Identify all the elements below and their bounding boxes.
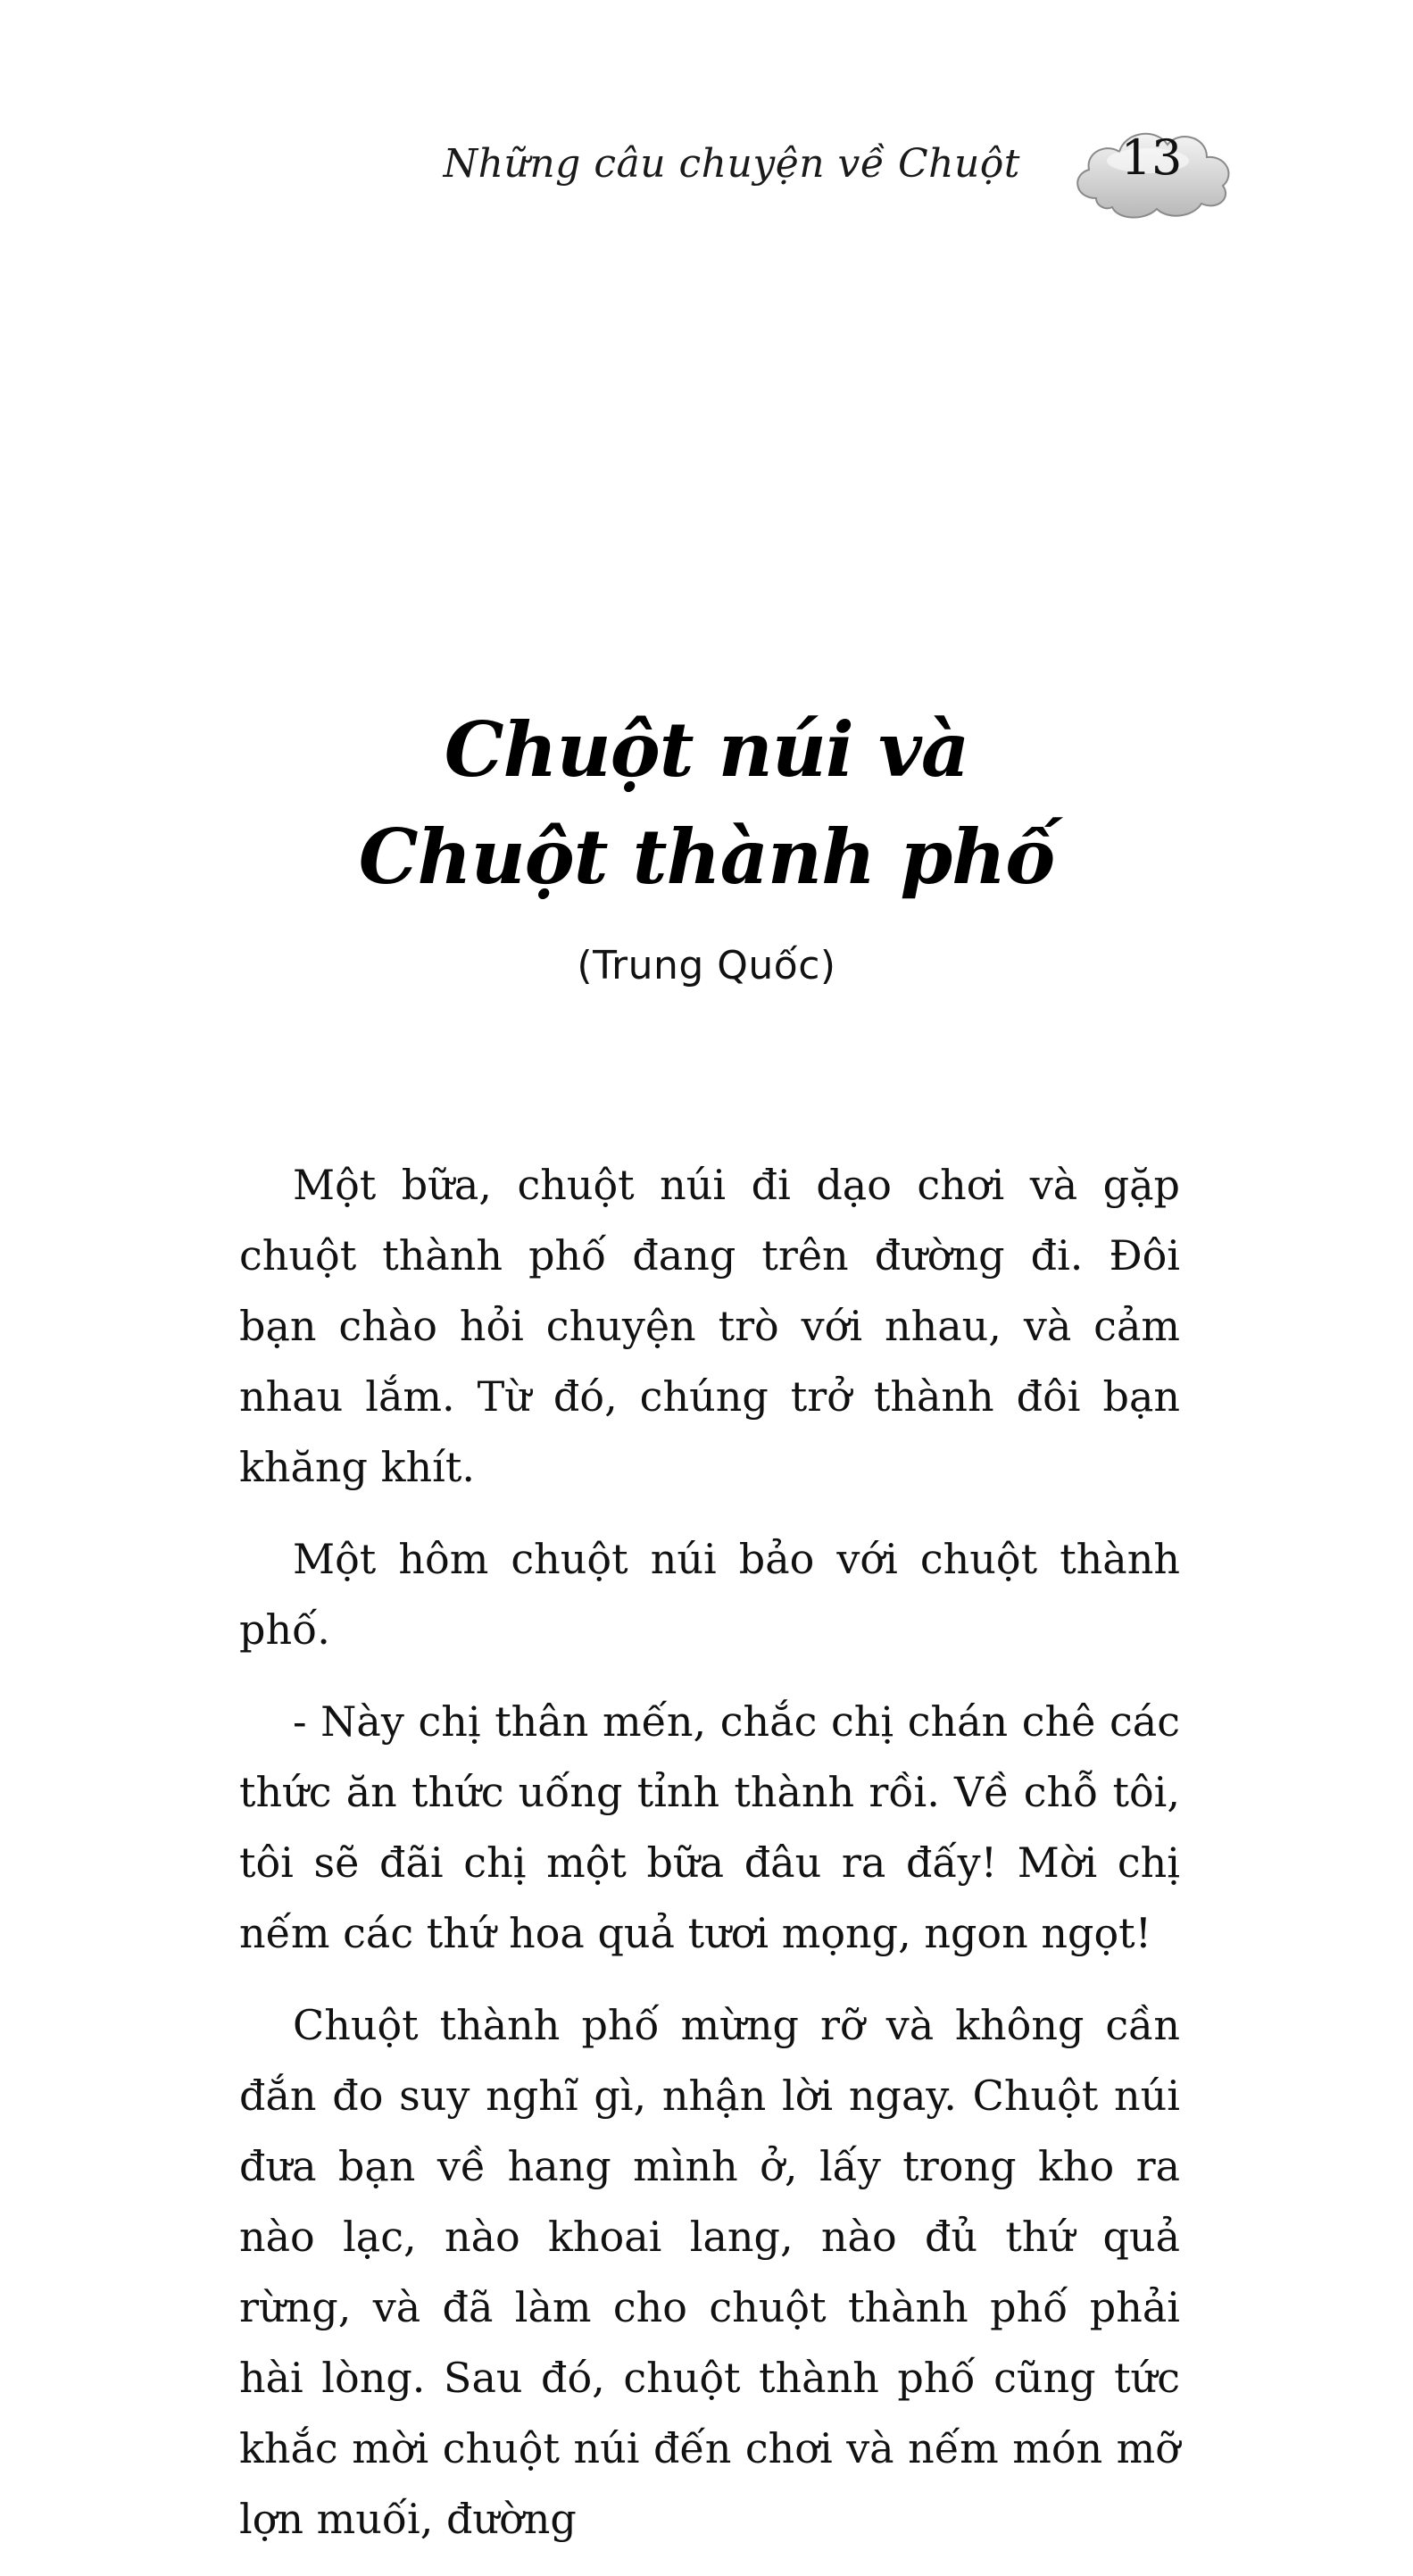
page-number: 13 xyxy=(1120,129,1183,186)
paragraph: Chuột thành phố mừng rỡ và không cần đắn đo suy nghĩ gì, nhận lời ngay. Chuột núi đưa bạn về hang mình ở, lấy trong kho ra nào lạc, nào khoai lang, nào đủ thứ quả rừng, và đã làm cho chuột thành phố phải hài lòng. Sau đó, chuột thành phố cũng tức khắc mời chuột núi đến chơi và nếm món mỡ lợn muối, đường xyxy=(239,2001,1180,2543)
story-title-line-2: Chuột thành phố xyxy=(358,813,1055,901)
paragraph: Một bữa, chuột núi đi dạo chơi và gặp chuột thành phố đang trên đường đi. Đôi bạn chào hỏi chuyện trò với nhau, và cảm nhau lắm. Từ đó, chúng trở thành đôi bạn khăng khít. xyxy=(239,1161,1180,1491)
paragraph: Một hôm chuột núi bảo với chuột thành phố. xyxy=(239,1535,1180,1654)
page-number-badge xyxy=(1062,116,1241,232)
story-title-line-1: Chuột núi và xyxy=(444,705,969,794)
story-body xyxy=(239,1150,1180,2576)
page-header xyxy=(0,116,1413,232)
story-title-block xyxy=(0,696,1413,988)
running-title: Những câu chuyện về Chuột xyxy=(443,141,1020,187)
story-origin: (Trung Quốc) xyxy=(577,943,836,988)
paragraph: - Này chị thân mến, chắc chị chán chê các thức ăn thức uống tỉnh thành rồi. Về chỗ tôi, tôi sẽ đãi chị một bữa đâu ra đấy! Mời chị nếm các thứ hoa quả tươi mọng, ngon ngọt! xyxy=(239,1697,1180,1957)
